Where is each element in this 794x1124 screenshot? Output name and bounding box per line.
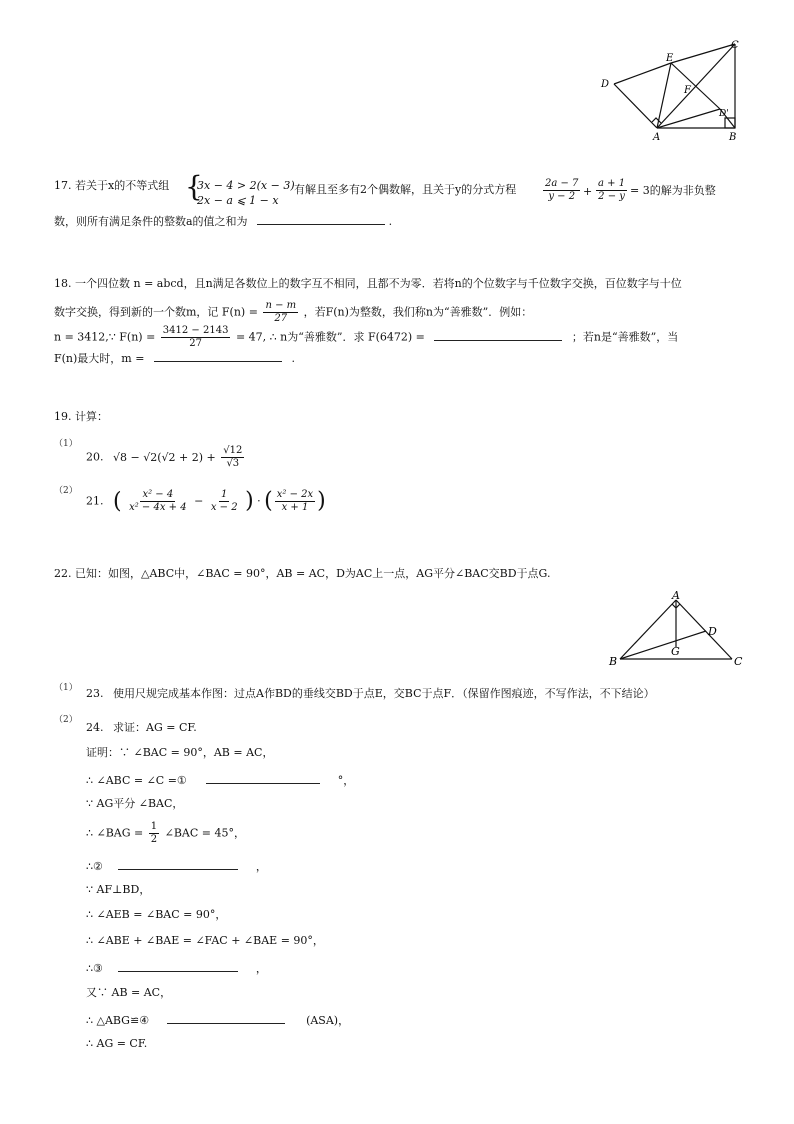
question-text: ；若n是“善雅数”，当 [571, 330, 679, 344]
close-paren: ) [245, 488, 254, 514]
proof-line-6: ∵ AF⊥BD， [86, 883, 151, 896]
open-paren-2: ( [264, 488, 273, 514]
numerator: 2a − 7 [545, 178, 579, 189]
label-B: B [609, 655, 618, 668]
sub-question-label: （2） [54, 715, 78, 725]
denominator: 2 [150, 834, 158, 845]
label-C: C [734, 655, 743, 668]
fraction-2 [594, 179, 629, 202]
question-number: 20. [86, 450, 104, 464]
question-number: 21. [86, 494, 104, 508]
inequality-1: 3x − 4 > 2(x − 3) [197, 179, 295, 192]
question-23 [86, 688, 655, 699]
proof-text: ， [255, 860, 267, 873]
answer-blank[interactable] [257, 214, 385, 225]
question-18-line4 [54, 351, 295, 364]
question-text-line2 [54, 214, 392, 227]
sub-question-label: （2） [54, 486, 78, 496]
denominator: x² − 4x + 4 [129, 502, 187, 513]
question-text: ，若F(n)为整数，我们称n为“善雅数”．例如： [303, 305, 533, 319]
sub-question-label: （1） [54, 683, 78, 693]
question-text: 有解且至多有2个偶数解，且关于y的分式方程 [294, 183, 517, 196]
denominator: x − 2 [210, 502, 238, 513]
proof-text: ∴② [86, 860, 103, 873]
proof-text: (ASA)， [306, 1014, 350, 1027]
question-number: 23. [86, 687, 104, 700]
inequality-rows [197, 178, 295, 208]
question-21 [86, 490, 326, 513]
denominator: x + 1 [281, 502, 309, 513]
answer-blank-4[interactable] [167, 1013, 285, 1024]
minus-sign: − [194, 494, 204, 508]
question-18-line3 [54, 326, 678, 349]
label-D: D [708, 625, 717, 638]
question-text: 若关于x的不等式组 [75, 179, 170, 192]
answer-blank-3[interactable] [118, 961, 238, 972]
question-text: 已知：如图，△ABC中，∠BAC = 90°，AB = AC，D为AC上一点，AG平分∠BAC交BD于点G. [75, 567, 551, 580]
sub-question-label: （1） [54, 439, 78, 449]
label-F: F [684, 85, 691, 96]
proof-line-11 [86, 1013, 349, 1026]
expression: √8 − √2(√2 + 2) + [113, 450, 216, 464]
proof-text: ∴③ [86, 962, 103, 975]
multiply-dot: · [257, 494, 261, 508]
numerator: 3412 − 2143 [162, 325, 229, 336]
proof-line-1: 证明：∵ ∠BAC = 90°，AB = AC， [86, 746, 274, 759]
close-paren-2: ) [317, 488, 326, 514]
label-A: A [672, 589, 680, 602]
proof-line-3: ∵ AG平分 ∠BAC， [86, 797, 184, 810]
inequality-2: 2x − a ⩽ 1 − x [197, 194, 279, 207]
label-B: B [729, 132, 737, 143]
proof-line-2 [86, 773, 354, 786]
question-20 [86, 446, 246, 469]
proof-text: ∴ ∠BAG = [86, 826, 144, 840]
question-text: 数字交换，得到新的一个数m，记 F(n) = [54, 305, 258, 319]
label-C: C [731, 40, 739, 51]
period: . [388, 215, 393, 228]
question-text: 使用尺规完成基本作图：过点A作BD的垂线交BD于点E，交BC于点F．（保留作图痕迹，不写作法，不下结论） [113, 687, 655, 700]
period: . [291, 352, 295, 365]
triangle-figure-q22 [604, 588, 754, 670]
proof-line-5 [86, 859, 267, 872]
proof-line-8: ∴ ∠ABE + ∠BAE = ∠FAC + ∠BAE = 90°， [86, 934, 324, 947]
answer-blank-2[interactable] [154, 351, 282, 362]
proof-text: ∴ △ABG≌④ [86, 1014, 150, 1027]
numerator: √12 [223, 445, 243, 456]
proof-line-12: ∴ AG = CF. [86, 1037, 148, 1050]
answer-blank-1[interactable] [434, 330, 562, 341]
proof-text: ∴ ∠ABC = ∠C =① [86, 774, 187, 787]
denominator: 2 − y [598, 191, 625, 202]
proof-line-10: 又∵ AB = AC， [86, 986, 172, 999]
question-text: 一个四位数 n = abcd，且n满足各数位上的数字互不相同，且都不为零．若将n的个位数字与千位数字交换，百位数字与十位 [75, 277, 682, 290]
question-number: 24. [86, 721, 104, 734]
label-A: A [653, 132, 661, 143]
answer-blank-1[interactable] [206, 773, 320, 784]
numerator: a + 1 [598, 178, 626, 189]
fraction-1 [541, 179, 582, 202]
geometry-figure-q16 [596, 36, 746, 146]
denominator: √3 [226, 458, 240, 469]
question-number: 17. [54, 179, 72, 192]
question-text: 求证：AG = CF. [113, 721, 197, 734]
proof-text: ， [255, 962, 267, 975]
question-text: 数，则所有满足条件的整数a的值之和为 [54, 215, 248, 228]
proof-text: ∠BAC = 45°， [164, 826, 245, 840]
numerator: x² − 4 [142, 489, 174, 500]
question-19-title: 19. 计算： [54, 410, 108, 423]
question-text: F(n)最大时，m = [54, 352, 145, 365]
plus-sign: + [583, 185, 593, 198]
open-paren: ( [113, 488, 122, 514]
proof-text: °， [337, 774, 355, 787]
question-22 [54, 568, 550, 579]
denominator: 27 [274, 313, 288, 324]
question-18-line2 [54, 301, 532, 324]
numerator: x² − 2x [276, 489, 314, 500]
question-text: = 47, ∴ n为“善雅数”．求 F(6472) = [235, 330, 425, 344]
label-D-prime: D' [719, 109, 729, 119]
label-G: G [671, 645, 680, 658]
denominator: 27 [189, 338, 202, 349]
question-17 [54, 180, 169, 191]
numerator: 1 [221, 489, 228, 500]
question-text: = 3的解为非负整 [630, 184, 716, 197]
denominator: y − 2 [548, 191, 576, 202]
numerator: n − m [265, 300, 297, 311]
question-text: n = 3412,∵ F(n) = [54, 330, 156, 344]
question-18-line1 [54, 278, 682, 289]
question-24-title [86, 722, 197, 733]
numerator: 1 [150, 821, 158, 832]
label-D: D [601, 79, 610, 90]
proof-line-9 [86, 961, 267, 974]
proof-line-7: ∴ ∠AEB = ∠BAC = 90°， [86, 908, 227, 921]
proof-line-4 [86, 822, 245, 845]
answer-blank-2[interactable] [118, 859, 238, 870]
label-E: E [666, 53, 674, 64]
question-number: 18. [54, 277, 72, 290]
question-number: 22. [54, 567, 72, 580]
left-brace: { [185, 170, 203, 203]
